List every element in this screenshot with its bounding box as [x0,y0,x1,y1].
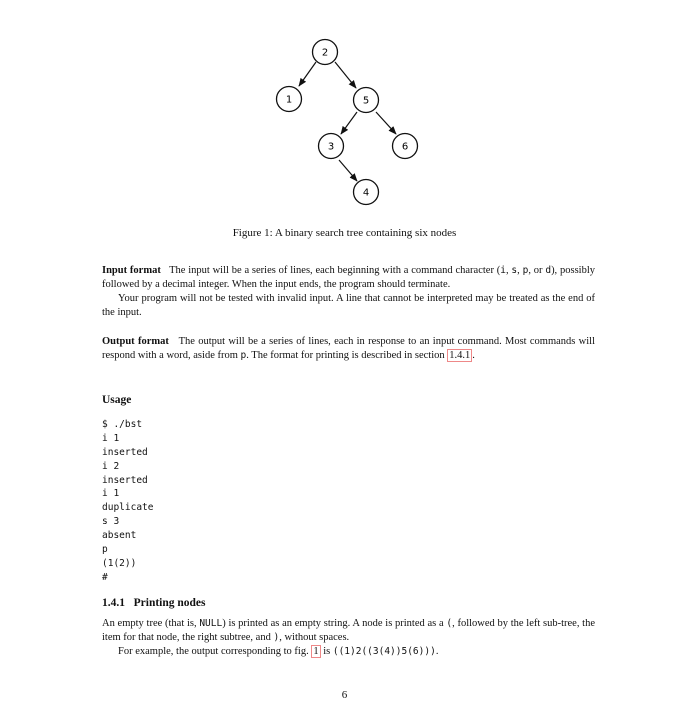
tree-node-6 [393,134,418,159]
binary-tree-figure [0,0,689,230]
input-format-text-a: The input will be a series of lines, each beginning with a command character ( [169,265,501,276]
sep-3: , or [528,265,546,276]
printing-text-d: , without spaces. [279,632,350,643]
example-text-c: . [435,646,439,657]
printing-nodes-heading: 1.4.1 Printing nodes [102,597,206,609]
cmd-p: p [522,265,529,276]
code-line: i 1 [102,488,120,500]
printing-text-b: ) is printed as an empty string. A node is printed as a [222,618,447,629]
code-line: s 3 [102,516,120,528]
input-format-heading: Input format [102,265,161,276]
code-line: i 1 [102,432,120,444]
code-line: (1(2)) [102,557,137,569]
edge-3-4 [339,160,357,181]
edge-5-6 [376,112,396,134]
svg-text:6: 6 [401,141,409,153]
input-format-line-2: Your program will not be tested with invalid input. A line that cannot be interpreted may be treated as the end of the input. [102,293,595,318]
input-format-line-1 [102,264,595,292]
null-token: NULL [199,618,223,629]
tree-node-5 [354,88,379,113]
edge-2-5 [335,62,356,88]
printing-text-a: An empty tree (that is, [102,618,200,629]
svg-text:1: 1 [285,94,293,106]
output-format-text-c: . [472,350,475,361]
sep-2: , [517,265,520,276]
output-format-paragraph [102,335,595,363]
code-line: absent [102,530,137,542]
input-format-paragraph [102,264,595,320]
printing-nodes-line-1 [102,617,595,645]
tree-node-2 [313,40,338,65]
usage-code-block [102,418,153,585]
figure-caption: Figure 1: A binary search tree containing six nodes [232,227,457,239]
svg-text:3: 3 [327,141,335,153]
code-line: inserted [102,446,148,458]
page-number: 6 [341,689,348,701]
input-format-text-b: ), possibly followed by a decimal integer. When the input ends, the program should terminate. [102,265,596,290]
printing-nodes-paragraph [102,617,595,659]
printing-text-c: , followed by the left sub-tree, the item for that node, the right subtree, and [102,618,595,643]
svg-text:4: 4 [362,187,370,199]
close-paren-token: ) [273,632,280,643]
cmd-s: s [511,265,518,276]
output-format-heading: Output format [102,336,169,347]
cmd-d: d [545,265,552,276]
example-output-code: ((1)2((3(4))5(6))) [332,646,436,657]
code-line: inserted [102,474,148,486]
sep-1: , [505,265,512,276]
code-line: duplicate [102,502,154,514]
edge-2-1 [299,62,316,86]
svg-text:5: 5 [362,95,370,107]
cmd-i: i [500,265,506,276]
tree-node-3 [319,134,344,159]
tree-node-4 [354,180,379,205]
code-line: $ ./bst [102,419,143,430]
output-cmd-p: p [240,350,247,361]
code-line: # [102,571,108,583]
code-line: i 2 [102,460,120,472]
figure-ref-link[interactable]: 1 [313,646,319,657]
output-format-text-b: . The format for printing is described in section [246,350,448,361]
code-line: p [102,544,108,556]
example-text-a: For example, the output corresponding to fig. [118,646,312,657]
open-paren-token: ( [446,618,453,629]
edge-5-3 [341,112,357,134]
output-format-text-a: The output will be a series of lines, each in response to an input command. Most commands will respond with a word, aside from [102,336,595,361]
example-text-b: is [320,646,333,657]
section-ref-link[interactable]: 1.4.1 [449,350,471,361]
usage-heading: Usage [102,394,132,406]
tree-node-1 [277,87,302,112]
printing-nodes-line-2 [102,645,595,659]
svg-text:2: 2 [321,47,329,59]
